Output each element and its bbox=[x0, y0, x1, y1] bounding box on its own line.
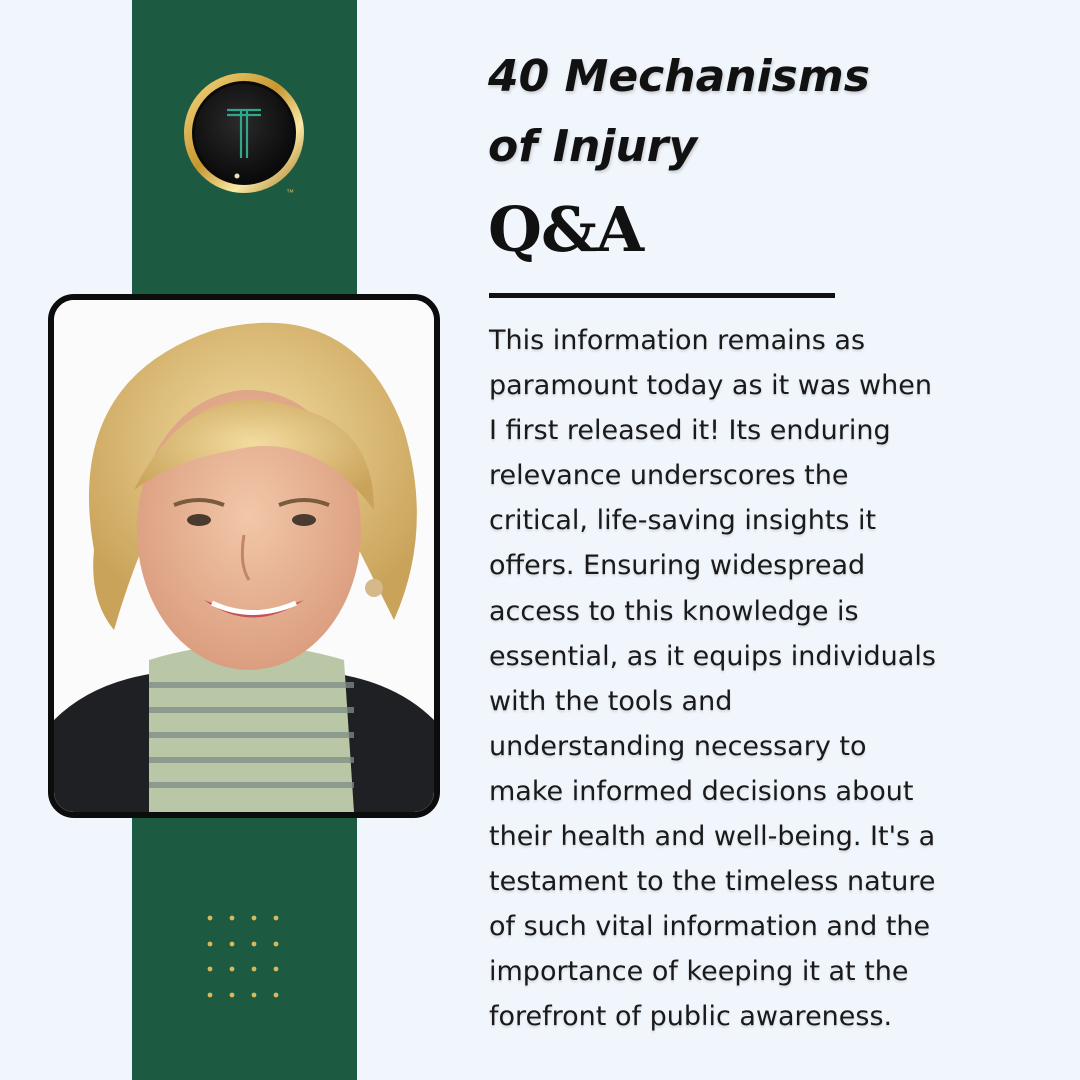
portrait-photo-frame bbox=[48, 294, 440, 818]
body-line-12: their health and well-being. It's a bbox=[489, 821, 936, 853]
portrait-photo bbox=[54, 300, 434, 812]
title-line-2: of Injury bbox=[488, 121, 698, 172]
body-line-14: of such vital information and the bbox=[489, 911, 931, 943]
body-line-16: forefront of public awareness. bbox=[489, 1001, 893, 1033]
body-line-8: essential, as it equips individuals bbox=[489, 640, 936, 672]
body-line-6: offers. Ensuring widespread bbox=[489, 550, 866, 582]
body-line-15: importance of keeping it at the bbox=[489, 956, 909, 988]
body-line-4: relevance underscores the bbox=[489, 460, 849, 492]
title-line-1: 40 Mechanisms bbox=[488, 51, 870, 102]
body-line-5: critical, life-saving insights it bbox=[489, 505, 877, 537]
body-line-10: understanding necessary to bbox=[489, 730, 867, 762]
trademark-mark: ™ bbox=[286, 188, 295, 197]
body-line-7: access to this knowledge is bbox=[489, 595, 859, 627]
body-line-3: I first released it! Its enduring bbox=[489, 415, 891, 447]
title-divider bbox=[489, 293, 835, 298]
body-line-9: with the tools and bbox=[489, 685, 733, 717]
page-title bbox=[488, 42, 1048, 182]
gold-dot-grid-icon bbox=[205, 912, 285, 1002]
tt-monogram-logo-icon bbox=[183, 72, 305, 194]
body-paragraph bbox=[489, 318, 1049, 1040]
body-line-2: paramount today as it was when bbox=[489, 370, 932, 402]
body-line-11: make informed decisions about bbox=[489, 775, 914, 807]
body-line-13: testament to the timeless nature bbox=[489, 866, 936, 898]
body-line-1: This information remains as bbox=[489, 325, 866, 356]
qa-subtitle: Q&A bbox=[488, 193, 644, 266]
